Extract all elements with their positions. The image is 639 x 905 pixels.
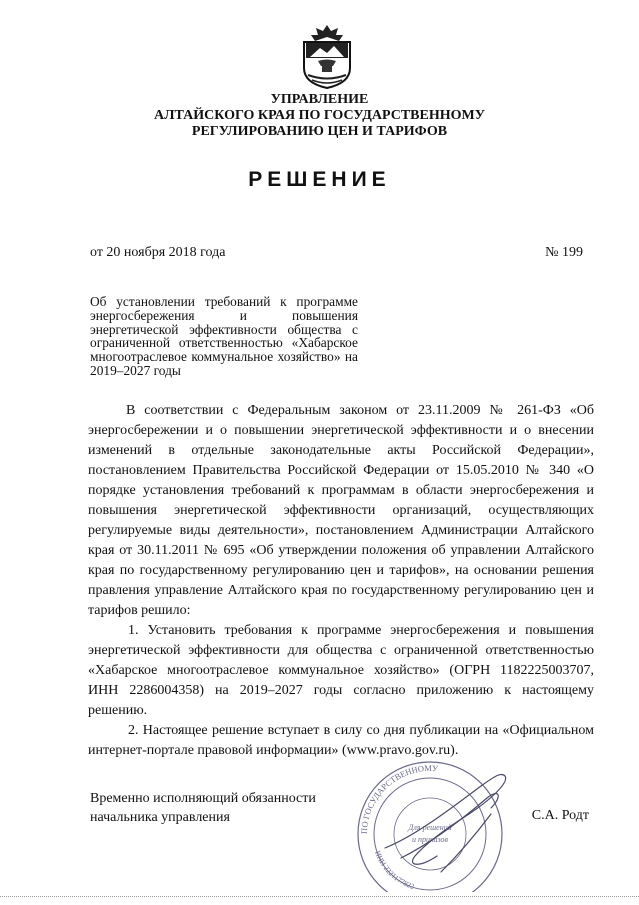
stamp-outer-text: ПО ГОСУДАРСТВЕННОМУ <box>358 762 439 835</box>
document-number: № 199 <box>545 245 583 260</box>
org-name-line-2: АЛТАЙСКОГО КРАЯ ПО ГОСУДАРСТВЕННОМУ <box>154 108 485 123</box>
document-date: от 20 ноября 2018 года <box>90 245 226 260</box>
coat-of-arms-icon <box>296 22 358 90</box>
document-subject: Об установлении требований к программе энергосбережения и повышения энергетической эффективности общества с ограниченной ответственностью «Хабарское многоотраслевое коммунальное хозяйство» на 2019–2027 годы <box>90 294 358 378</box>
signer-position-line-1: Временно исполняющий обязанности <box>90 791 316 806</box>
decision-item-2: 2. Настоящее решение вступает в силу со дня публикации на «Официальном интернет-портале правовой информации» (www.pravo.gov.ru). <box>88 723 594 758</box>
stamp-inner-line-1: Для решений <box>408 823 452 832</box>
stamp-inner-line-2: и приказов <box>411 835 449 844</box>
org-name-line-1: УПРАВЛЕНИЕ <box>270 92 369 107</box>
stamp-inn-text: ИНН 2221177822 <box>373 849 416 892</box>
document-body <box>88 401 594 761</box>
decision-item-1: 1. Установить требования к программе энергосбережения и повышения энергетической эффективности для общества с ограниченной ответственностью «Хабарское многоотраслевое коммунальное хозяйство» (ОГРН 1182225003707, ИНН 2286004358) на 2019–2027 годы согласно приложению к настоящему решению. <box>88 623 594 718</box>
preamble-paragraph: В соответствии с Федеральным законом от 23.11.2009 № 261-ФЗ «Об энергосбережении и о повышении энергетической эффективности и о внесении изменений в отдельные законодательные акты Российской Федерации», постановлением Правительства Российской Федерации от 15.05.2010 № 340 «О порядке установления требований к программам в области энергосбережения и повышения энергетической эффективности организаций, осуществляющих регулируемые виды деятельности», постановлением Администрации Алтайского края от 30.11.2011 № 695 «Об утверждении положения об управлении Алтайского края по государственному регулированию цен и тарифов», на основании решения правления управление Алтайского края по государственному регулированию цен и тарифов решило: <box>88 403 594 618</box>
org-name-line-3: РЕГУЛИРОВАНИЮ ЦЕН И ТАРИФОВ <box>191 124 448 139</box>
signer-position <box>90 789 316 827</box>
page-bottom-rule <box>0 896 639 898</box>
signer-name: С.А. Родт <box>531 808 589 823</box>
official-stamp <box>345 752 515 892</box>
document-type-title: РЕШЕНИЕ <box>248 168 391 191</box>
signer-position-line-2: начальника управления <box>90 810 230 825</box>
